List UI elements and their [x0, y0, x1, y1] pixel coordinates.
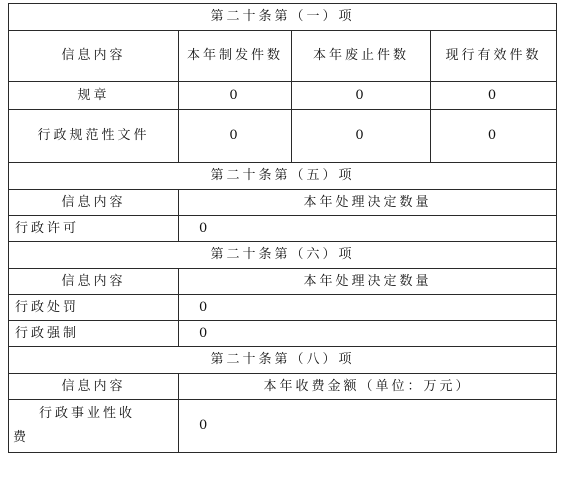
- section-title-row: [9, 4, 557, 31]
- abolished-value: 0: [292, 82, 431, 110]
- abolished-value: 0: [292, 110, 431, 163]
- table-row: [9, 82, 557, 110]
- disclosure-table: [8, 3, 557, 453]
- table-row: [9, 216, 557, 242]
- section-title: 第二十条第（五）项: [9, 163, 557, 190]
- header-row: [9, 190, 557, 216]
- valid-value: 0: [431, 82, 557, 110]
- section-title-row: [9, 163, 557, 190]
- header-abolished-count: 本年废止件数: [292, 31, 431, 82]
- header-row: [9, 374, 557, 400]
- header-issued-count: 本年制发件数: [179, 31, 292, 82]
- row-label: 行政许可: [9, 216, 179, 242]
- row-label: [9, 400, 179, 453]
- header-decision-count: 本年处理决定数量: [179, 190, 557, 216]
- table-row: [9, 321, 557, 347]
- decision-value: 0: [179, 216, 557, 242]
- row-label-line2: 费: [13, 430, 30, 445]
- header-row: [9, 269, 557, 295]
- issued-value: 0: [179, 82, 292, 110]
- section-title-row: [9, 242, 557, 269]
- row-label: 行政处罚: [9, 295, 179, 321]
- header-valid-count: 现行有效件数: [431, 31, 557, 82]
- table-row: [9, 400, 557, 453]
- header-info-content: 信息内容: [9, 269, 179, 295]
- row-label: 行政强制: [9, 321, 179, 347]
- section-title-row: [9, 347, 557, 374]
- header-row: [9, 31, 557, 82]
- header-fee-amount: 本年收费金额（单位：万元）: [179, 374, 557, 400]
- section-title: 第二十条第（六）项: [9, 242, 557, 269]
- row-label-line1: 行政事业性收: [39, 406, 136, 421]
- table-row: [9, 110, 557, 163]
- header-info-content: 信息内容: [9, 190, 179, 216]
- valid-value: 0: [431, 110, 557, 163]
- section-title: 第二十条第（一）项: [9, 4, 557, 31]
- issued-value: 0: [179, 110, 292, 163]
- header-info-content: 信息内容: [9, 374, 179, 400]
- decision-value: 0: [179, 321, 557, 347]
- table-row: [9, 295, 557, 321]
- row-label: 规章: [9, 82, 179, 110]
- row-label: 行政规范性文件: [9, 110, 179, 163]
- fee-value: 0: [179, 400, 557, 453]
- section-title: 第二十条第（八）项: [9, 347, 557, 374]
- decision-value: 0: [179, 295, 557, 321]
- header-decision-count: 本年处理决定数量: [179, 269, 557, 295]
- header-info-content: 信息内容: [9, 31, 179, 82]
